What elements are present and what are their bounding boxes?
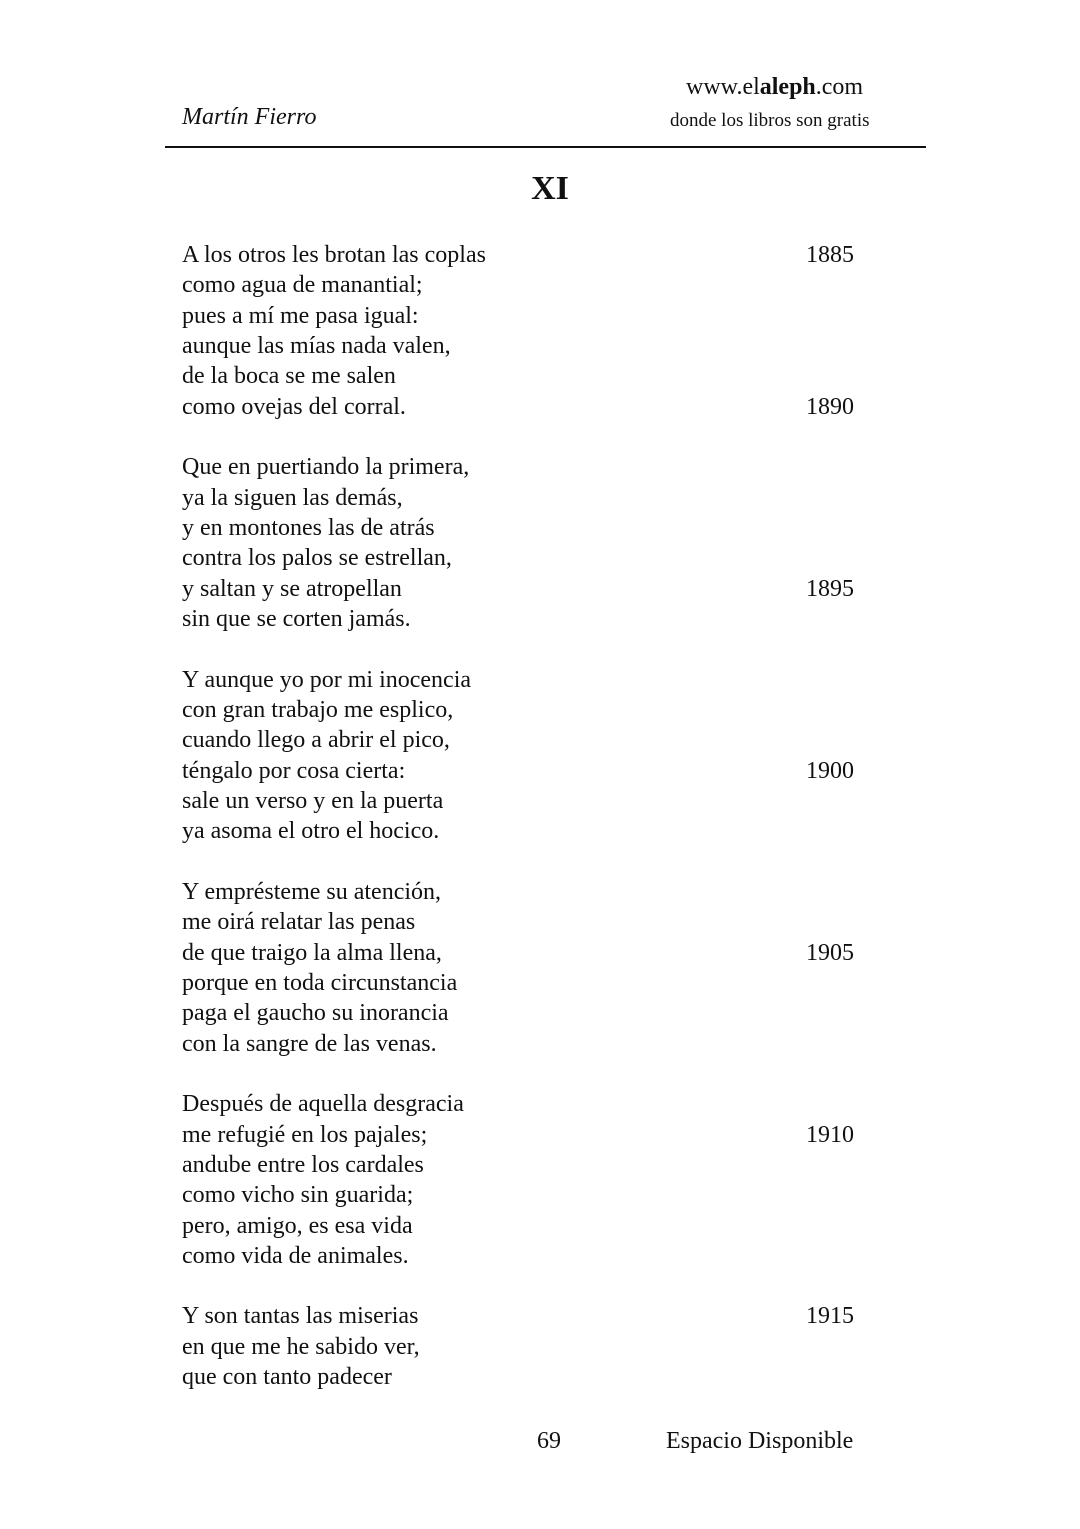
stanza [182,1301,862,1392]
line-number: 1895 [806,575,854,602]
verse-line [182,1089,862,1119]
site-tagline: donde los libros son gratis [670,110,870,131]
verse-text: téngalo por cosa cierta: [182,757,406,784]
verse-text: Después de aquella desgracia [182,1091,464,1118]
chapter-heading: XI [531,170,569,207]
verse-text: de la boca se me salen [182,363,396,390]
verse-line [182,452,862,482]
verse-line [182,695,862,725]
verse-text: Que en puertiando la primera, [182,454,470,481]
verse-line [182,665,862,695]
verse-text: me refugié en los pajales; [182,1121,428,1148]
verse-text: pero, amigo, es esa vida [182,1212,413,1239]
verse-text: cuando llego a abrir el pico, [182,727,450,754]
verse-line [182,301,862,331]
verse-line [182,725,862,755]
verse-line [182,513,862,543]
verse-line [182,1150,862,1180]
verse-line [182,270,862,300]
verse-text: de que traigo la alma llena, [182,939,442,966]
site-url-prefix: www.el [686,74,760,100]
header-divider [165,146,926,148]
line-number: 1910 [806,1121,854,1148]
verse-line [182,1332,862,1362]
footer-note: Espacio Disponible [666,1428,854,1454]
page-number: 69 [537,1428,561,1454]
verse-text: como vicho sin guarida; [182,1182,414,1209]
verse-text: que con tanto padecer [182,1364,392,1391]
verse-line [182,1180,862,1210]
verse-line [182,604,862,634]
verse-line [182,543,862,573]
book-title: Martín Fierro [182,104,317,130]
verse-text: Y son tantas las miserias [182,1303,419,1330]
stanza [182,665,862,847]
line-number: 1915 [806,1303,854,1330]
verse-line [182,998,862,1028]
verse-text: ya la siguen las demás, [182,484,403,511]
verse-line [182,240,862,270]
stanza [182,877,862,1059]
verse-text: aunque las mías nada valen, [182,332,451,359]
verse-line [182,877,862,907]
line-number: 1885 [806,242,854,268]
poem-body [182,240,862,1423]
verse-line [182,1029,862,1059]
stanza [182,452,862,634]
verse-line [182,938,862,968]
verse-line [182,574,862,604]
verse-line [182,968,862,998]
verse-line [182,816,862,846]
verse-line [182,1301,862,1331]
stanza [182,240,862,422]
line-number: 1905 [806,939,854,966]
site-url-bold: aleph [759,74,816,100]
verse-text: como agua de manantial; [182,272,423,299]
verse-line [182,786,862,816]
verse-text: pues a mí me pasa igual: [182,302,419,329]
verse-text: paga el gaucho su inorancia [182,1000,449,1027]
verse-text: sin que se corten jamás. [182,605,411,632]
verse-line [182,1120,862,1150]
verse-text: contra los palos se estrellan, [182,545,452,572]
verse-text: con la sangre de las venas. [182,1030,437,1057]
verse-text: con gran trabajo me esplico, [182,696,454,723]
verse-text: sale un verso y en la puerta [182,787,444,814]
verse-text: ya asoma el otro el hocico. [182,818,440,845]
verse-text: y en montones las de atrás [182,514,435,541]
verse-text: en que me he sabido ver, [182,1333,420,1360]
site-url [686,74,863,101]
verse-text: y saltan y se atropellan [182,575,402,602]
verse-line [182,1211,862,1241]
verse-line [182,756,862,786]
verse-line [182,361,862,391]
verse-line [182,483,862,513]
verse-line [182,331,862,361]
verse-line [182,1241,862,1271]
verse-text: A los otros les brotan las coplas [182,242,486,268]
verse-text: me oirá relatar las penas [182,909,416,936]
verse-text: andube entre los cardales [182,1151,424,1178]
verse-line [182,392,862,422]
line-number: 1890 [806,393,854,420]
verse-line [182,907,862,937]
verse-text: porque en toda circunstancia [182,969,458,996]
verse-text: como vida de animales. [182,1242,409,1269]
verse-text: como ovejas del corral. [182,393,406,420]
stanza [182,1089,862,1271]
verse-line [182,1362,862,1392]
verse-text: Y aunque yo por mi inocencia [182,666,472,693]
verse-text: Y emprésteme su atención, [182,878,442,905]
site-url-suffix: .com [815,74,864,100]
line-number: 1900 [806,757,854,784]
